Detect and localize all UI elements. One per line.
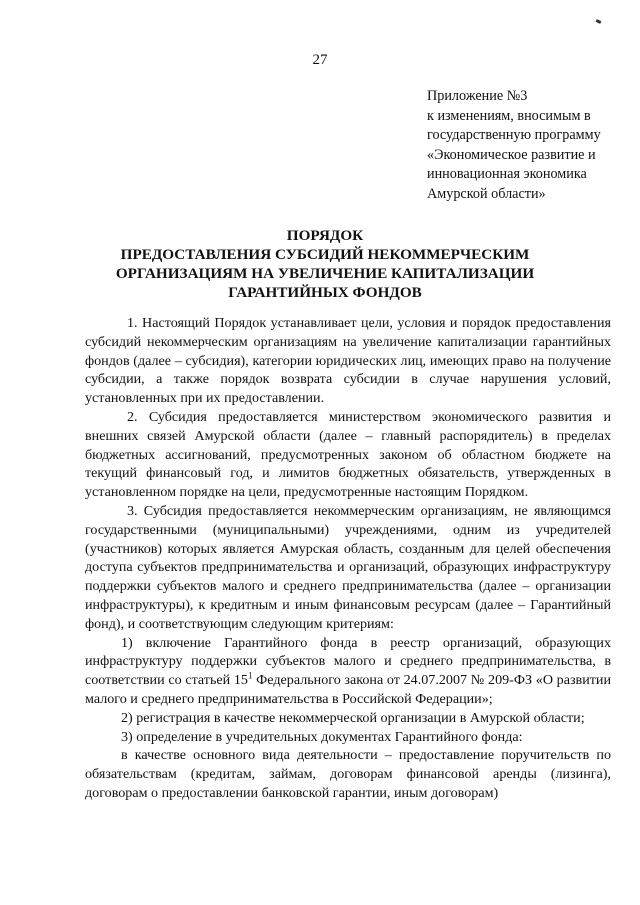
- scan-speck: [596, 19, 602, 24]
- heading-line: ПОРЯДОК: [286, 227, 364, 244]
- document-heading: [90, 226, 560, 302]
- appendix-line: Приложение №3: [427, 88, 528, 104]
- appendix-line: государственную программу: [427, 127, 601, 143]
- document-body: [85, 314, 611, 803]
- criterion-3: 3) определение в учредительных документах Гарантийного фонда:: [121, 728, 523, 745]
- paragraph-3: 3. Субсидия предоставляется некоммерческим организациям, не являющимся государственными (муниципальными) учреждениями, одним из учредителей (участников) которых является Амурская область, созданным для целей обеспечения доступа субъектов предпринимательства и организаций, образующих инфраструктуру поддержки субъектов малого и среднего предпринимательства (далее – организации инфраструктуры), к кредитным и иным финансовым ресурсам (далее – Гарантийный фонд), и соответствующим следующим критериям:: [85, 502, 611, 632]
- heading-line: ГАРАНТИЙНЫХ ФОНДОВ: [228, 284, 422, 301]
- appendix-line: «Экономическое развитие и: [427, 146, 596, 163]
- criterion-1: [85, 634, 611, 709]
- heading-line: ОРГАНИЗАЦИЯМ НА УВЕЛИЧЕНИЕ КАПИТАЛИЗАЦИИ: [115, 265, 535, 282]
- page-number: 27: [312, 52, 328, 68]
- appendix-line: инновационная экономика: [427, 166, 587, 182]
- heading-line: ПРЕДОСТАВЛЕНИЯ СУБСИДИЙ НЕКОММЕРЧЕСКИМ: [120, 246, 530, 263]
- article-superscript: 1: [247, 670, 253, 681]
- criterion-2: 2) регистрация в качестве некоммерческой организации в Амурской области;: [121, 709, 585, 726]
- criterion-1-text: 1) включение Гарантийного фонда в реестр организаций, образующих инфраструктуру поддержки субъектов малого и среднего предпринимательства, в соответствии со статьей 15: [85, 634, 611, 689]
- paragraph-1: 1. Настоящий Порядок устанавливает цели, условия и порядок предоставления субсидий некоммерческим организациям на увеличение капитализации гарантийных фондов (далее – субсидия), категории юридических лиц, имеющих право на получение субсидии, а также порядок возврата субсидии в случае нарушения условий, установленных при их предоставлении.: [85, 315, 611, 407]
- paragraph-2: 2. Субсидия предоставляется министерством экономического развития и внешних связей Амурской области (далее – главный распорядитель) в пределах бюджетных ассигнований, предусмотренных законом об областном бюджете на текущий финансовый год, и лимитов бюджетных обязательств, утвержденных в установленном порядке на цели, предусмотренные настоящим Порядком.: [85, 408, 611, 501]
- appendix-line: к изменениям, вносимым в: [427, 107, 591, 124]
- appendix-block: [427, 87, 627, 204]
- criterion-1-text-end: Федерального закона от 24.07.2007 № 209-ФЗ «О развитии малого и среднего предпринимательства в Российской Федерации»;: [85, 672, 611, 707]
- appendix-line: Амурской области»: [427, 185, 546, 202]
- criterion-3-detail: в качестве основного вида деятельности – предоставление поручительств по обязательствам (кредитам, займам, договорам финансовой аренды (лизинга), договорам о предоставлении банковской гарантии, иным договорам): [85, 747, 611, 801]
